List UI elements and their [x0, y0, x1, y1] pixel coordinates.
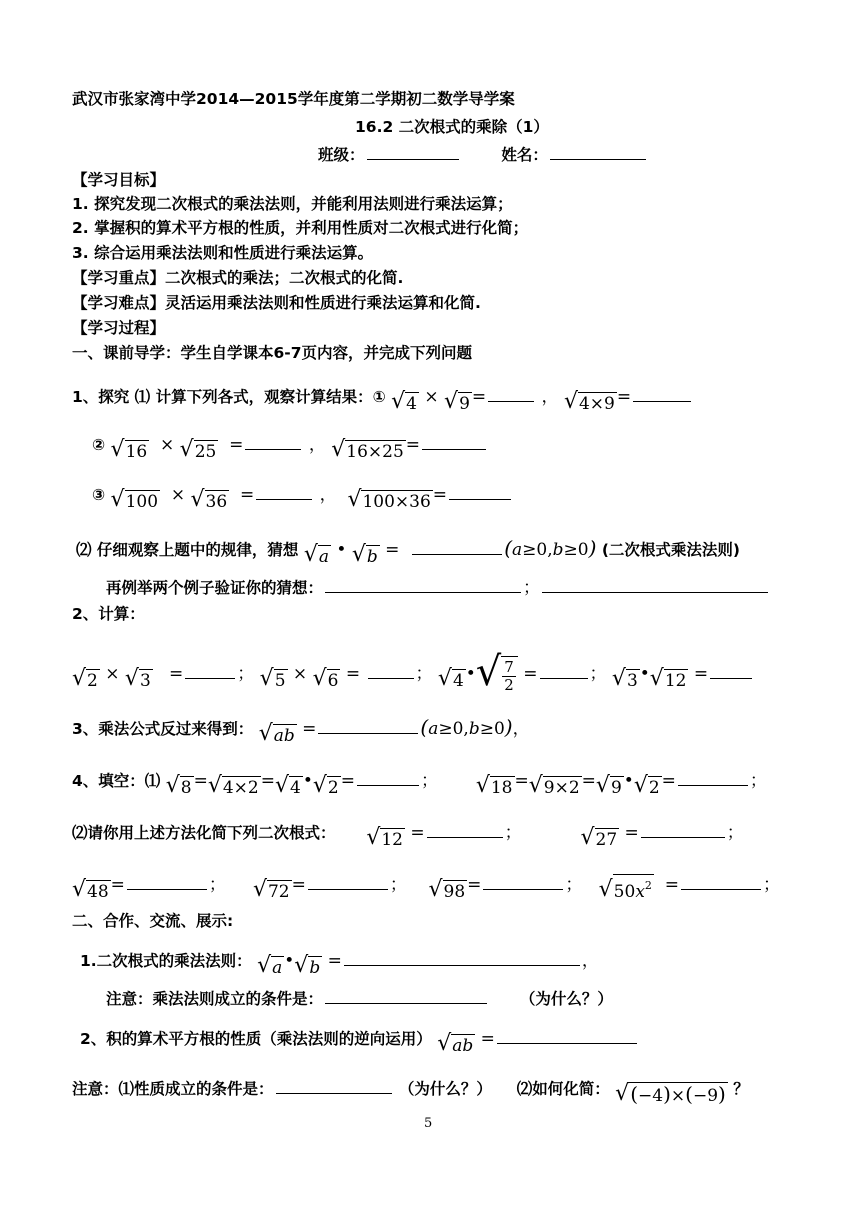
- class-label: 班级：: [318, 146, 365, 164]
- s2-note: [72, 1078, 749, 1106]
- q1-part2: ⑵ 仔细观察上题中的规律，猜想 √ a • √ b = (a≥0,b≥0) (二次根式乘法法则): [76, 536, 740, 567]
- rule-blank[interactable]: [344, 950, 580, 966]
- difficulty-points: [72, 292, 481, 314]
- sqrt-7-over-2: √ $\frac{7}{2}$: [476, 650, 518, 694]
- answer-blank[interactable]: [368, 663, 414, 679]
- sqrt-ab: √ ab: [258, 721, 295, 746]
- circle-2: ②: [92, 436, 106, 454]
- answer-blank[interactable]: [540, 663, 588, 679]
- answer-blank[interactable]: [318, 718, 418, 734]
- sqrt-9: √ 9: [444, 389, 470, 414]
- condition-blank[interactable]: [325, 988, 487, 1004]
- condition-blank[interactable]: [276, 1078, 392, 1094]
- sqrt-a: √ a: [257, 953, 283, 978]
- q1-row3: ③ √ 100 × √ 36 = ， √ 100×36 =: [92, 484, 513, 512]
- q1-row1: 1、探究 ⑴ 计算下列各式，观察计算结果：① √ 4 × √ 9 = ， √ 4×9 =: [72, 386, 693, 414]
- sqrt-6: √ 6: [312, 666, 339, 691]
- section1-title: 一、课前导学：学生自学课本6-7页内容，并完成下列问题: [72, 344, 473, 362]
- process-heading: 【学习过程】: [72, 319, 166, 337]
- sqrt-4: √ 4: [437, 666, 464, 691]
- q1-row2: ② √ 16 × √ 25 = ， √ 16×25 =: [92, 434, 488, 462]
- q4-row1: 4、填空：⑴ √ 8 = √ 4×2 = √ 4 • √ 2 = ； √ 18 = √ 9×2 = √ 9 • √ 2 = ；: [72, 771, 767, 798]
- sqrt-18: √ 18: [475, 773, 513, 798]
- sqrt-16x25: √ 16×25: [331, 437, 404, 462]
- sqrt-36: √ 36: [190, 487, 228, 512]
- key-label: 【学习重点】: [72, 269, 166, 287]
- s2-item2: 2、积的算术平方根的性质（乘法法则的逆向运用） √ ab =: [80, 1028, 639, 1056]
- sqrt-12: √ 12: [366, 825, 403, 850]
- answer-blank[interactable]: [185, 663, 235, 679]
- name-label: 姓名：: [501, 146, 548, 164]
- answer-blank[interactable]: [427, 822, 503, 838]
- q4-row2: ⑵请你用上述方法化简下列二次根式： √ 12 = ； √ 27 = ；: [72, 823, 744, 850]
- q1-part2-label: ⑵ 仔细观察上题中的规律，猜想: [76, 541, 299, 559]
- key-text: 二次根式的乘法；二次根式的化简.: [165, 269, 404, 287]
- verify-label: 再例举两个例子验证你的猜想：: [106, 579, 324, 597]
- q2-row: √ 2 × √ 3 = ； √ 5 × √ 6 = ； √ 4 • √ $\frac{7}{2}$ = ； √ 3 • √ 12 =: [72, 650, 754, 694]
- sqrt-72: √ 72: [252, 877, 290, 902]
- s2-item1-note: [106, 988, 613, 1010]
- sqrt-b: √ b: [351, 542, 378, 567]
- difficulty-label: 【学习难点】: [72, 294, 166, 312]
- verify-row: 再例举两个例子验证你的猜想： ；: [106, 577, 770, 599]
- answer-blank[interactable]: [449, 484, 511, 500]
- note-part2: ⑵如何化简：: [516, 1080, 610, 1098]
- sqrt-48: √ 48: [72, 877, 109, 902]
- item2-label: 2、积的算术平方根的性质（乘法法则的逆向运用）: [80, 1030, 432, 1048]
- sqrt-50x2: √ $50x^2$: [599, 874, 654, 902]
- answer-blank[interactable]: [488, 386, 534, 402]
- answer-blank[interactable]: [256, 484, 312, 500]
- lesson-title: 16.2 二次根式的乘除（1）: [355, 118, 549, 136]
- property-blank[interactable]: [497, 1028, 637, 1044]
- sqrt-8: √ 8: [165, 773, 192, 798]
- name-blank[interactable]: [550, 144, 646, 160]
- q2-label: 2、计算：: [72, 605, 145, 623]
- class-name-row: [318, 144, 648, 166]
- sqrt-9x2: √ 9×2: [528, 773, 580, 798]
- answer-blank[interactable]: [245, 434, 301, 450]
- sqrt-2: √ 2: [312, 773, 339, 798]
- answer-blank[interactable]: [483, 874, 563, 890]
- answer-blank[interactable]: [678, 770, 748, 786]
- section2-title: 二、合作、交流、展示:: [72, 912, 234, 930]
- note-label: 注意：⑴性质成立的条件是：: [72, 1080, 274, 1098]
- objective-item: 3. 综合运用乘法法则和性质进行乘法运算。: [72, 244, 374, 262]
- rule-blank[interactable]: [412, 539, 502, 555]
- sqrt-3: √ 3: [124, 666, 151, 691]
- sqrt-9: √ 9: [595, 773, 622, 798]
- sqrt-b: √ b: [294, 953, 321, 978]
- sqrt-4x2: √ 4×2: [207, 773, 259, 798]
- sqrt-4: √ 4: [391, 389, 417, 414]
- answer-blank[interactable]: [681, 874, 761, 890]
- class-blank[interactable]: [367, 144, 459, 160]
- school-title: 武汉市张家湾中学2014—2015学年度第二学期初二数学导学案: [72, 90, 515, 108]
- sqrt-100x36: √ 100×36: [347, 487, 431, 512]
- sqrt-98: √ 98: [428, 877, 466, 902]
- circle-3: ③: [92, 486, 106, 504]
- sqrt-neg4-neg9: √ (−4)×(−9): [615, 1081, 726, 1106]
- s2-item1: 1.二次根式的乘法法则： √ a • √ b = ，: [80, 951, 599, 978]
- sqrt-4: √ 4: [274, 773, 301, 798]
- item1-label: 1.二次根式的乘法法则：: [80, 952, 252, 970]
- objective-item: 2. 掌握积的算术平方根的性质，并利用性质对二次根式进行化简；: [72, 219, 529, 237]
- sqrt-2: √ 2: [633, 773, 660, 798]
- difficulty-text: 灵活运用乘法法则和性质进行乘法运算和化简.: [165, 294, 481, 312]
- answer-blank[interactable]: [308, 874, 388, 890]
- sqrt-25: √ 25: [179, 437, 217, 462]
- q3-row: 3、乘法公式反过来得到： √ ab = (a≥0,b≥0)，: [72, 715, 530, 746]
- q4-label: 4、填空：⑴: [72, 772, 161, 790]
- q4-part2-label: ⑵请你用上述方法化简下列二次根式：: [72, 824, 336, 842]
- answer-blank[interactable]: [710, 663, 752, 679]
- key-points: [72, 267, 403, 289]
- why-text: （为什么？）: [519, 990, 613, 1008]
- verify-blank[interactable]: [325, 577, 521, 593]
- sqrt-27: √ 27: [580, 825, 618, 850]
- sqrt-ab: √ ab: [437, 1031, 474, 1056]
- question-mark: ？: [733, 1080, 749, 1098]
- sqrt-12: √ 12: [649, 666, 687, 691]
- sqrt-a: √ a: [303, 542, 329, 567]
- sqrt-5: √ 5: [259, 666, 286, 691]
- answer-blank[interactable]: [633, 386, 691, 402]
- q1-label: 1、探究 ⑴ 计算下列各式，观察计算结果：①: [72, 388, 386, 406]
- q3-label: 3、乘法公式反过来得到：: [72, 720, 254, 738]
- q4-row3: √ 48 = ； √ 72 = ； √ 98 = ； √ $50x^2$ = ；: [72, 875, 780, 902]
- sqrt-100: √ 100: [110, 487, 159, 512]
- sqrt-3: √ 3: [611, 666, 638, 691]
- item1-note-label: 注意：乘法法则成立的条件是：: [106, 990, 324, 1008]
- answer-blank[interactable]: [422, 434, 486, 450]
- sqrt-16: √ 16: [110, 437, 148, 462]
- page-number: 5: [424, 1116, 433, 1131]
- sqrt-2: √ 2: [72, 666, 98, 691]
- objective-item: 1. 探究发现二次根式的乘法法则，并能利用法则进行乘法运算；: [72, 195, 513, 213]
- answer-blank[interactable]: [641, 822, 725, 838]
- sqrt-4x9: √ 4×9: [563, 389, 615, 414]
- answer-blank[interactable]: [357, 770, 419, 786]
- rule-note: (二次根式乘法法则): [601, 541, 740, 559]
- why-text: （为什么？）: [398, 1080, 492, 1098]
- answer-blank[interactable]: [127, 874, 207, 890]
- objectives-heading: 【学习目标】: [72, 171, 166, 189]
- verify-blank[interactable]: [542, 577, 768, 593]
